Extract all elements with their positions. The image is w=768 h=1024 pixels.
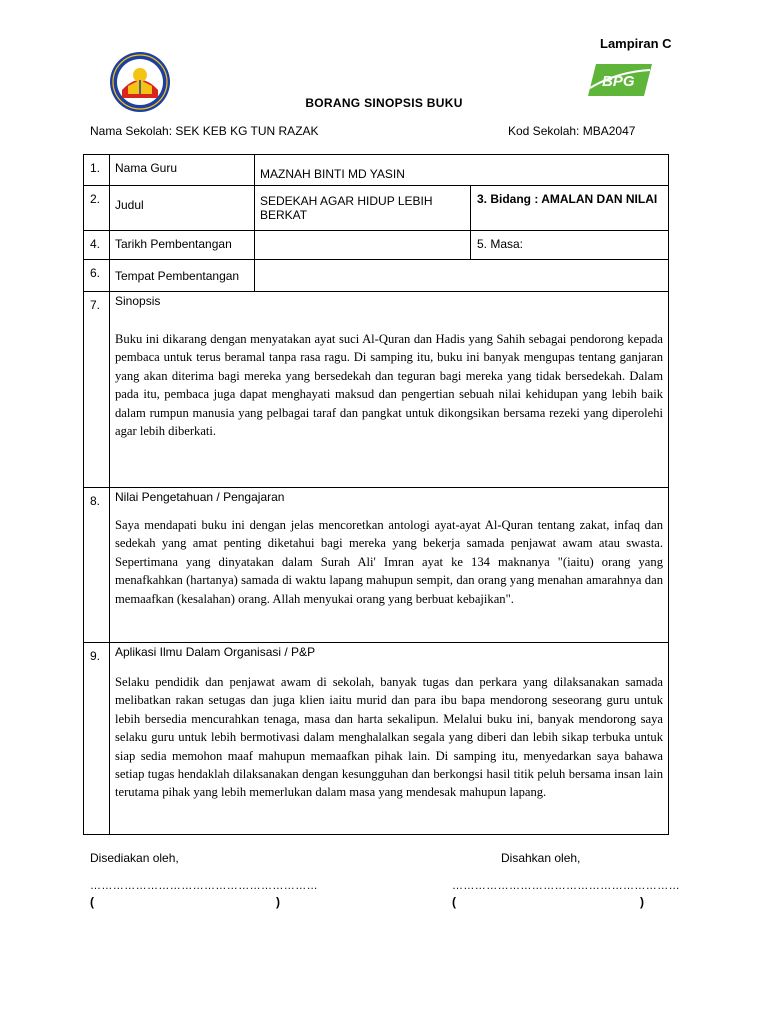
attachment-label: Lampiran C [600,36,672,51]
approved-name-open-paren: ( [452,895,456,909]
row-number: 9. [84,643,110,835]
form-title: BORANG SINOPSIS BUKU [305,96,463,110]
row-title [84,186,669,231]
prepared-name-open-paren: ( [90,895,94,909]
knowledge-value-text[interactable]: Saya mendapati buku ini dengan jelas mencoretkan antologi ayat-ayat Al-Quran tentang zakat, infaq dan sedekah yang amat penting diketahui bagi mereka yang bekerja samada penjawat awam atau swasta. Sepertimana yang dinyatakan dalam Surah Ali' Imran ayat ke 134 maknanya "(iaitu) orang yang menafkahkan (hartanya) samada di waktu lapang mahupun sempit, dan orang yang menahan amarahnya dan memaafkan (kesalahan) orang. Allah menyukai orang yang berbuat kebajikan". [115,518,663,606]
synopsis-text[interactable]: Buku ini dikarang dengan menyatakan ayat suci Al-Quran dan Hadis yang Sahih sebagai pendorong kepada pembaca untuk terus beramal tanpa rasa ragu. Di samping itu, buku ini banyak mengupas tentang ganjaran yang akan diterima bagi mereka yang bersedekah dan teguran bagi mereka yang tidak bersedekah. Dalam pada itu, pembaca juga dapat menghayati maksud dan pengertian sebuah nilai kehidupan yang lebih baik dalam rumpun manusia yang pelbagai taraf dan pangkat untuk dikongsikan bersama rezeki yang diperolehi agar lebih diberkati. [115,332,663,439]
book-title-value[interactable]: SEDEKAH AGAR HIDUP LEBIH BERKAT [255,186,471,231]
row-number: 6. [84,260,110,292]
row-date [84,231,669,260]
row-synopsis [84,292,669,488]
title-label: Judul [110,186,255,231]
presentation-date-label: Tarikh Pembentangan [110,231,255,260]
row-venue [84,260,669,292]
teacher-name-label: Nama Guru [110,155,255,186]
field-value[interactable]: 3. Bidang : AMALAN DAN NILAI [471,186,669,231]
row-number: 4. [84,231,110,260]
prepared-by-label: Disediakan oleh, [90,851,179,865]
teacher-name-value[interactable]: MAZNAH BINTI MD YASIN [255,155,669,186]
prepared-signature-line[interactable]: …………………………………………………… [90,880,318,892]
row-application [84,643,669,835]
presentation-date-value[interactable] [255,231,471,260]
time-label[interactable]: 5. Masa: [471,231,669,260]
school-code: Kod Sekolah: MBA2047 [508,124,636,138]
row-number: 2. [84,186,110,231]
row-teacher-name [84,155,669,186]
knowledge-value-label: Nilai Pengetahuan / Pengajaran [115,490,285,504]
row-knowledge-value [84,488,669,643]
venue-label: Tempat Pembentangan [110,260,255,292]
application-text[interactable]: Selaku pendidik dan penjawat awam di sekolah, banyak tugas dan perkara yang dilaksanakan samada melibatkan rakan setugas dan juga klien iaitu murid dan para ibu bapa mendorong seseorang guru untuk lebih bersedia mencurahkan tenaga, masa dan harta sekalipun. Melalui buku ini, banyak mendorong saya selaku guru untuk lebih bermotivasi dalam menghalalkan segala yang diberi dan lebih sikap terbuka untuk siap sedia memohon maaf mahupun memaafkan pihak lain. Di samping itu, menyedarkan saya bahawa setiap tugas hendaklah dilaksanakan dengan kesungguhan dan berkongsi hasil titik peluh bersama insan lain terutama pihak yang lebih memerlukan dalam masa yang mendesak mahupun lapang. [115,675,663,800]
row-number: 8. [84,488,110,643]
approved-signature-line[interactable]: …………………………………………………… [452,880,680,892]
application-label: Aplikasi Ilmu Dalam Organisasi / P&P [115,645,316,659]
approved-by-label: Disahkan oleh, [501,851,581,865]
school-name: Nama Sekolah: SEK KEB KG TUN RAZAK [90,124,319,138]
bpg-logo-text: BPG [602,73,635,90]
bpg-logo-icon [586,62,654,98]
row-number: 7. [84,292,110,488]
row-number: 1. [84,155,110,186]
synopsis-label: Sinopsis [115,294,161,308]
prepared-name-close-paren: ) [276,895,280,909]
approved-name-close-paren: ) [640,895,644,909]
venue-value[interactable] [255,260,669,292]
synopsis-form-table [83,154,669,835]
